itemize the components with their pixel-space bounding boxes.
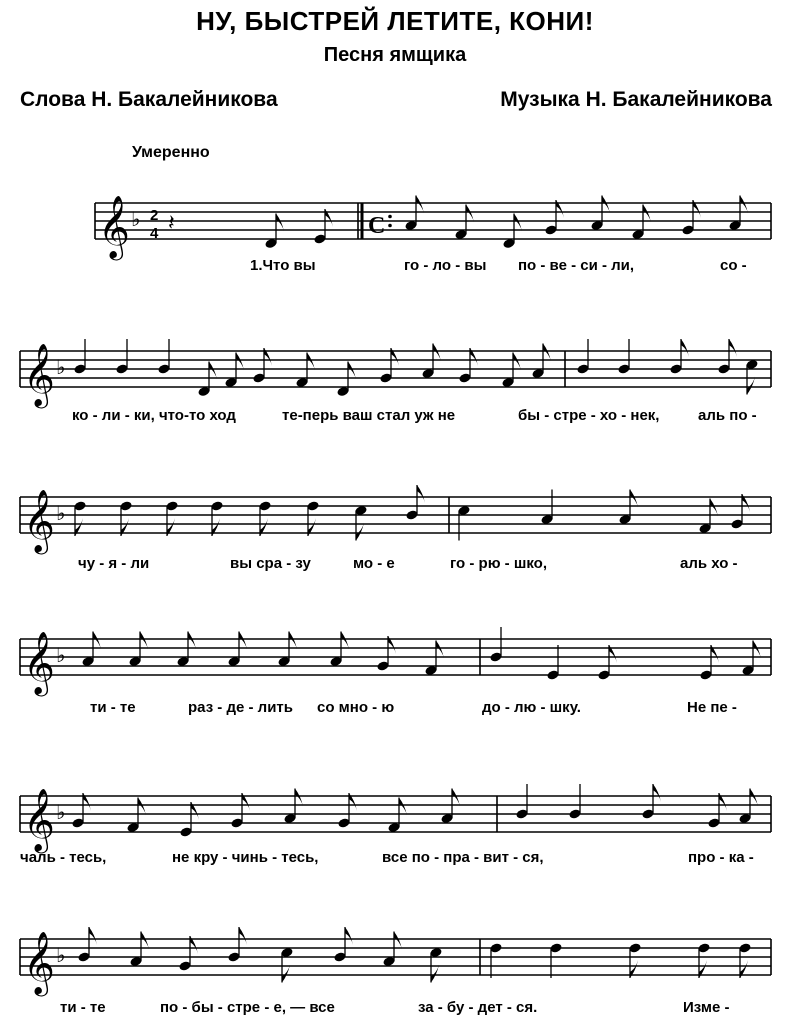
note (306, 500, 319, 536)
lyric-segment: все по - пра - вит - ся, (382, 849, 544, 866)
flat-key-signature-icon: ♭ (56, 355, 66, 379)
note (424, 641, 444, 677)
lyric-segment: по - ве - си - ли, (518, 257, 635, 274)
note (738, 789, 758, 825)
flat-key-signature-icon: ♭ (56, 501, 66, 525)
note (157, 339, 170, 375)
lyrics-line (20, 999, 770, 1021)
treble-clef-icon: 𝄞 (23, 931, 55, 994)
note (697, 942, 710, 978)
svg-text:𝄽: 𝄽 (168, 211, 175, 236)
note (457, 505, 470, 541)
lyric-segment: Не пе - (687, 699, 737, 716)
note (546, 645, 559, 681)
composer-credit: Музыка Н. Бакалейникова (500, 88, 772, 111)
staff (0, 899, 790, 999)
staff (0, 599, 790, 699)
lyric-segment: чаль - тесь, (20, 849, 107, 866)
svg-text:2: 2 (150, 207, 159, 224)
note (73, 500, 86, 536)
lyric-segment: бы - стре - хо - нек, (518, 407, 660, 424)
note (540, 490, 553, 526)
lyric-segment: ко - ли - ки, что-то ход (72, 407, 236, 424)
note (590, 196, 610, 232)
lyric-segment: чу - я - ли (78, 555, 150, 572)
lyric-segment: го - ло - вы (404, 257, 487, 274)
svg-text:4: 4 (150, 225, 159, 242)
staff-system (0, 457, 790, 557)
staff-system (0, 756, 790, 856)
lyric-segment: 1.Что вы (250, 257, 316, 274)
lyric-segment: аль по - (698, 407, 757, 424)
treble-clef-icon: 𝄞 (98, 195, 130, 258)
lyric-segment: не кру - чинь - тесь, (172, 849, 319, 866)
note (628, 942, 641, 978)
song-title: НУ, БЫСТРЕЙ ЛЕТИТЕ, КОНИ! (196, 6, 594, 36)
note (382, 932, 402, 968)
lyric-segment: до - лю - шку. (482, 699, 581, 716)
lyric-segment: те-перь ваш стал уж не (282, 407, 456, 424)
note (728, 196, 748, 232)
note (224, 353, 244, 389)
lyric-segment: аль хо - (680, 555, 738, 572)
note (531, 344, 551, 380)
treble-clef-icon: 𝄞 (23, 489, 55, 552)
lyrics-line (20, 699, 770, 721)
note (258, 500, 271, 536)
staff (0, 163, 790, 263)
staff-system (0, 311, 790, 411)
note (489, 942, 502, 978)
note (421, 344, 441, 380)
note (440, 789, 460, 825)
note (329, 632, 349, 668)
lyrics-line (20, 407, 770, 429)
treble-clef-icon: 𝄞 (23, 343, 55, 406)
note (197, 362, 217, 398)
staff-system (0, 599, 790, 699)
lyric-segment: про - ка - (688, 849, 754, 866)
note (549, 942, 562, 978)
lyric-segment: раз - де - лить (188, 699, 293, 716)
note (81, 632, 101, 668)
note (631, 205, 651, 241)
note (698, 499, 718, 535)
flat-key-signature-icon: ♭ (56, 643, 66, 667)
lyric-segment: Изме - (683, 999, 730, 1016)
note (617, 339, 630, 375)
note (264, 214, 284, 250)
flat-key-signature-icon: ♭ (131, 207, 141, 231)
note (576, 339, 589, 375)
note (618, 490, 638, 526)
note (283, 789, 303, 825)
note (489, 627, 502, 663)
note (501, 353, 521, 389)
note (429, 947, 442, 983)
note (354, 505, 367, 541)
staff-system (0, 163, 790, 263)
note (176, 632, 196, 668)
lyric-segment: со мно - ю (317, 699, 395, 716)
tempo-marking: Умеренно (132, 144, 210, 161)
note (295, 353, 315, 389)
note (280, 947, 293, 983)
lyric-segment: за - бу - дет - ся. (418, 999, 538, 1016)
flat-key-signature-icon: ♭ (56, 943, 66, 967)
note (741, 641, 761, 677)
note (515, 784, 528, 820)
note (387, 798, 407, 834)
note (129, 932, 149, 968)
note (454, 205, 474, 241)
note (277, 632, 297, 668)
lyrics-line (20, 257, 770, 279)
note (73, 339, 86, 375)
note (119, 500, 132, 536)
lyric-segment: со - (720, 257, 747, 274)
note (126, 798, 146, 834)
note (404, 196, 424, 232)
lyric-segment: по - бы - стре - е, — все (160, 999, 335, 1016)
lyric-segment: вы сра - зу (230, 555, 311, 572)
svg-text:C: C (368, 213, 386, 239)
lyric-segment: ти - те (60, 999, 106, 1016)
flat-key-signature-icon: ♭ (56, 800, 66, 824)
note (738, 942, 751, 978)
note (128, 632, 148, 668)
note (502, 214, 522, 250)
note (115, 339, 128, 375)
treble-clef-icon: 𝄞 (23, 788, 55, 851)
staff-system (0, 899, 790, 999)
staff (0, 756, 790, 856)
note (227, 632, 247, 668)
lyrics-line (20, 555, 770, 577)
lyric-segment: ти - те (90, 699, 136, 716)
note (568, 784, 581, 820)
note (745, 359, 758, 395)
staff (0, 457, 790, 557)
note (336, 362, 356, 398)
lyrics-line (20, 849, 770, 871)
note (210, 500, 223, 536)
treble-clef-icon: 𝄞 (23, 631, 55, 694)
staff (0, 311, 790, 411)
note (165, 500, 178, 536)
song-subtitle: Песня ямщика (323, 44, 467, 66)
lyric-segment: мо - е (353, 555, 395, 572)
lyric-segment: го - рю - шко, (450, 555, 547, 572)
lyricist-credit: Слова Н. Бакалейникова (20, 88, 278, 111)
